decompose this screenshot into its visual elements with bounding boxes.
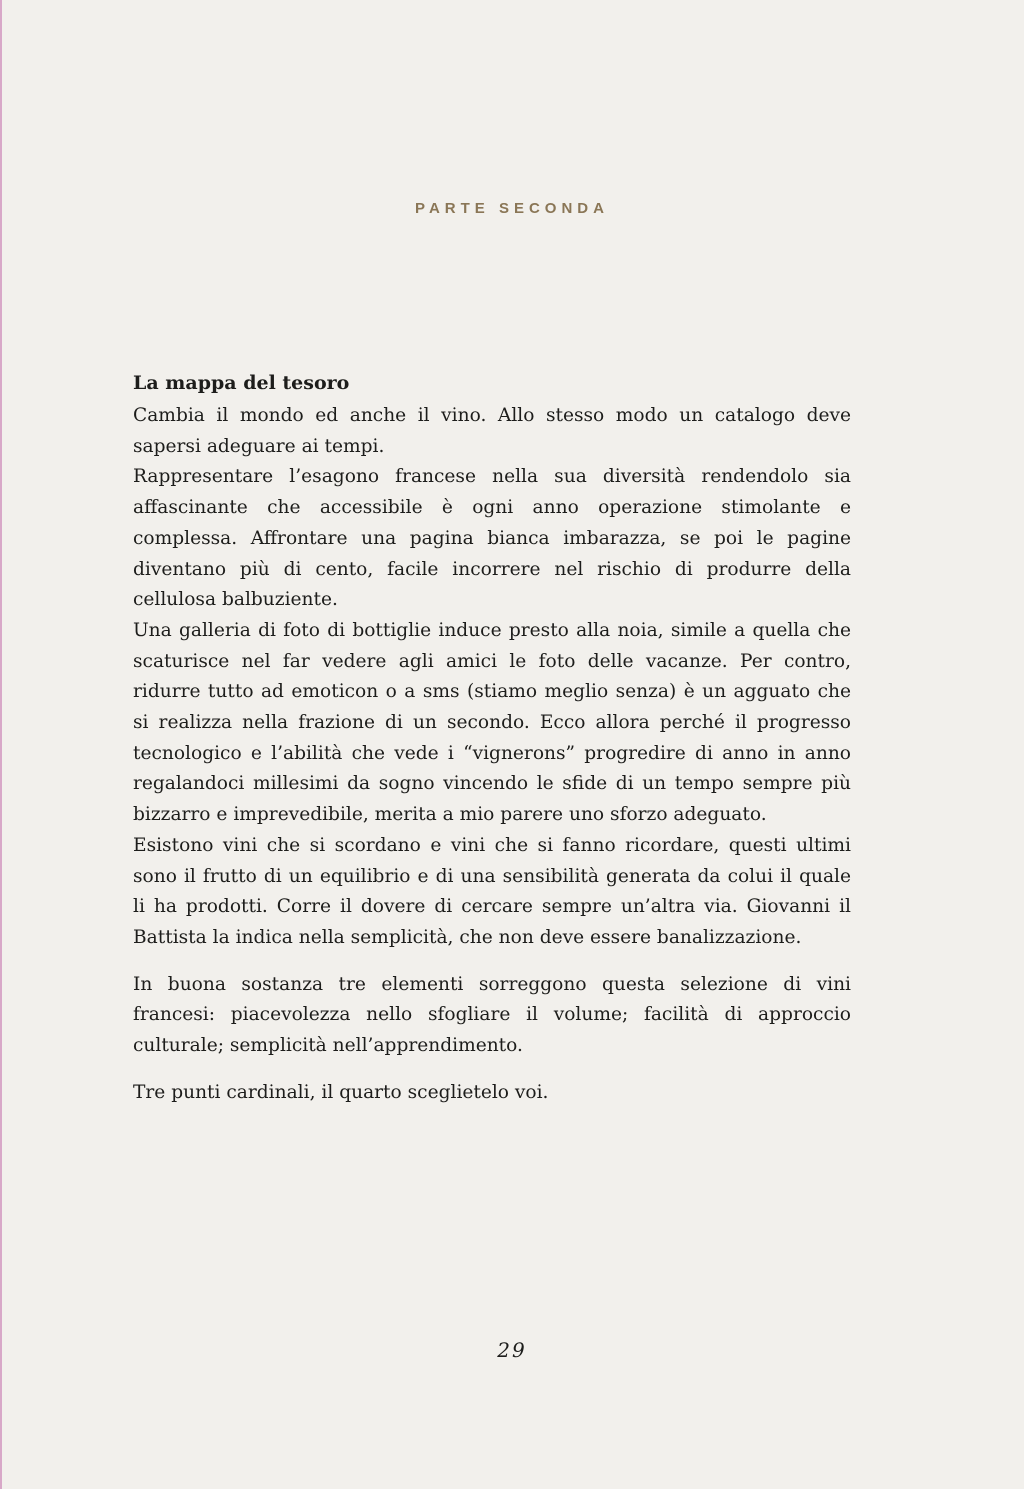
page-edge — [0, 0, 2, 1489]
body-text — [133, 368, 851, 1108]
paragraph: In buona sostanza tre elementi sorreggono questa selezione di vini francesi: piacevolezza nello sfogliare il volume; facilità di approccio culturale; semplicità nell’apprendimento. — [133, 973, 851, 1057]
paragraph: Cambia il mondo ed anche il vino. Allo stesso modo un catalogo deve sapersi adeguare ai tempi. — [133, 405, 851, 457]
section-title: La mappa del tesoro — [133, 372, 350, 394]
page-number: 29 — [497, 1338, 527, 1362]
paragraph: Una galleria di foto di bottiglie induce presto alla noia, simile a quella che scaturisce nel far vedere agli amici le foto delle vacanze. Per contro, ridurre tutto ad emoticon o a sms (stiamo meglio senza) è un agguato che si realizza nella frazione di un secondo. Ecco allora perché il progresso tecnologico e l’abilità che vede i “vignerons” progredire di anno in anno regalandoci millesimi da sogno vincendo le sfide di un tempo sempre più bizzarro e imprevedibile, merita a mio parere uno sforzo adeguato. — [133, 619, 851, 826]
running-head: PARTE SECONDA — [415, 200, 609, 217]
paragraph: Tre punti cardinali, il quarto sceglietelo voi. — [133, 1081, 549, 1103]
paragraph: Rappresentare l’esagono francese nella sua diversità rendendolo sia affascinante che accessibile è ogni anno operazione stimolante e complessa. Affrontare una pagina bianca imbarazza, se poi le pagine diventano più di cento, facile incorrere nel rischio di produrre della cellulosa balbuziente. — [133, 466, 851, 611]
paragraph: Esistono vini che si scordano e vini che si fanno ricordare, questi ultimi sono il frutto di un equilibrio e di una sensibilità generata da colui il quale li ha prodotti. Corre il dovere di cercare sempre un’altra via. Giovanni il Battista la indica nella semplicità, che non deve essere banalizzazione. — [133, 834, 851, 948]
